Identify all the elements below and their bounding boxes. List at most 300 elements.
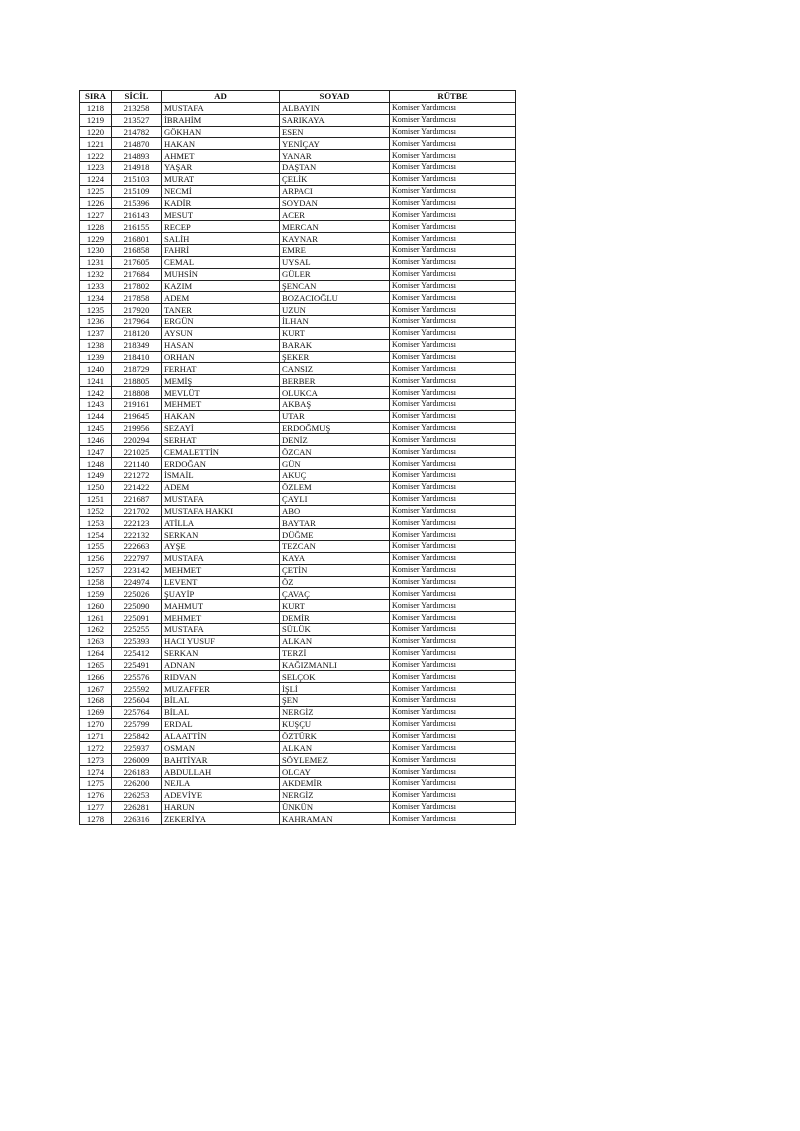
table-row <box>80 162 516 174</box>
cell-sicil: 213527 <box>112 114 162 126</box>
cell-ad: SERKAN <box>162 529 280 541</box>
cell-sira: 1265 <box>80 659 112 671</box>
cell-ad: MEHMET <box>162 612 280 624</box>
table-row <box>80 375 516 387</box>
cell-sicil: 214893 <box>112 150 162 162</box>
table-row <box>80 446 516 458</box>
cell-sira: 1240 <box>80 363 112 375</box>
cell-sicil: 221422 <box>112 481 162 493</box>
cell-sira: 1239 <box>80 351 112 363</box>
cell-sira: 1275 <box>80 777 112 789</box>
cell-rutbe: Komiser Yardımcısı <box>390 422 516 434</box>
cell-soyad: ERDOĞMUŞ <box>280 422 390 434</box>
cell-sicil: 221687 <box>112 493 162 505</box>
table-row <box>80 280 516 292</box>
cell-rutbe: Komiser Yardımcısı <box>390 244 516 256</box>
cell-ad: MUSTAFA <box>162 623 280 635</box>
table-row <box>80 398 516 410</box>
table-row <box>80 481 516 493</box>
cell-ad: CEMALETTİN <box>162 446 280 458</box>
cell-rutbe: Komiser Yardımcısı <box>390 410 516 422</box>
cell-sicil: 222663 <box>112 541 162 553</box>
cell-rutbe: Komiser Yardımcısı <box>390 470 516 482</box>
cell-sicil: 225592 <box>112 683 162 695</box>
cell-sicil: 217964 <box>112 316 162 328</box>
cell-rutbe: Komiser Yardımcısı <box>390 801 516 813</box>
cell-sira: 1258 <box>80 576 112 588</box>
cell-soyad: SELÇOK <box>280 671 390 683</box>
cell-sicil: 219956 <box>112 422 162 434</box>
cell-sicil: 223142 <box>112 564 162 576</box>
cell-sicil: 225842 <box>112 730 162 742</box>
cell-sira: 1234 <box>80 292 112 304</box>
header-sira: SIRA <box>80 91 112 103</box>
table-row <box>80 777 516 789</box>
cell-sicil: 225937 <box>112 742 162 754</box>
cell-sicil: 218805 <box>112 375 162 387</box>
table-row <box>80 150 516 162</box>
cell-ad: ADNAN <box>162 659 280 671</box>
cell-sicil: 226316 <box>112 813 162 825</box>
table-row <box>80 754 516 766</box>
cell-sira: 1270 <box>80 718 112 730</box>
cell-ad: FAHRİ <box>162 244 280 256</box>
cell-sicil: 225604 <box>112 695 162 707</box>
cell-soyad: ÖZ <box>280 576 390 588</box>
cell-ad: AYSUN <box>162 327 280 339</box>
cell-sicil: 222132 <box>112 529 162 541</box>
cell-rutbe: Komiser Yardımcısı <box>390 529 516 541</box>
cell-ad: ERDAL <box>162 718 280 730</box>
cell-sira: 1254 <box>80 529 112 541</box>
cell-ad: RECEP <box>162 221 280 233</box>
cell-sira: 1246 <box>80 434 112 446</box>
table-row <box>80 434 516 446</box>
cell-sira: 1236 <box>80 316 112 328</box>
cell-sira: 1253 <box>80 517 112 529</box>
cell-rutbe: Komiser Yardımcısı <box>390 481 516 493</box>
cell-ad: ADEM <box>162 481 280 493</box>
cell-rutbe: Komiser Yardımcısı <box>390 541 516 553</box>
table-row <box>80 695 516 707</box>
cell-soyad: İŞLİ <box>280 683 390 695</box>
cell-rutbe: Komiser Yardımcısı <box>390 742 516 754</box>
cell-sira: 1249 <box>80 470 112 482</box>
table-row <box>80 339 516 351</box>
cell-rutbe: Komiser Yardımcısı <box>390 493 516 505</box>
table-row <box>80 552 516 564</box>
cell-sira: 1274 <box>80 766 112 778</box>
cell-ad: AHMET <box>162 150 280 162</box>
cell-ad: ALAATTİN <box>162 730 280 742</box>
cell-ad: SALİH <box>162 233 280 245</box>
cell-ad: HACI YUSUF <box>162 635 280 647</box>
cell-rutbe: Komiser Yardımcısı <box>390 138 516 150</box>
cell-rutbe: Komiser Yardımcısı <box>390 754 516 766</box>
cell-ad: KADİR <box>162 197 280 209</box>
cell-soyad: SOYDAN <box>280 197 390 209</box>
cell-sira: 1243 <box>80 398 112 410</box>
cell-rutbe: Komiser Yardımcısı <box>390 398 516 410</box>
cell-sicil: 221702 <box>112 505 162 517</box>
cell-soyad: ŞEN <box>280 695 390 707</box>
table-row <box>80 588 516 600</box>
table-row <box>80 517 516 529</box>
cell-rutbe: Komiser Yardımcısı <box>390 564 516 576</box>
cell-sira: 1220 <box>80 126 112 138</box>
cell-ad: FERHAT <box>162 363 280 375</box>
cell-sira: 1227 <box>80 209 112 221</box>
table-row <box>80 209 516 221</box>
cell-ad: YAŞAR <box>162 162 280 174</box>
cell-soyad: OLCAY <box>280 766 390 778</box>
cell-ad: MAHMUT <box>162 600 280 612</box>
cell-sicil: 219645 <box>112 410 162 422</box>
cell-sira: 1269 <box>80 706 112 718</box>
cell-soyad: AKBAŞ <box>280 398 390 410</box>
cell-ad: RIDVAN <box>162 671 280 683</box>
cell-rutbe: Komiser Yardımcısı <box>390 718 516 730</box>
header-rutbe: RÜTBE <box>390 91 516 103</box>
cell-sira: 1225 <box>80 185 112 197</box>
cell-soyad: ÇAYLI <box>280 493 390 505</box>
cell-soyad: DEMİR <box>280 612 390 624</box>
cell-soyad: ABO <box>280 505 390 517</box>
cell-rutbe: Komiser Yardımcısı <box>390 600 516 612</box>
cell-sicil: 216155 <box>112 221 162 233</box>
cell-soyad: UYSAL <box>280 256 390 268</box>
cell-soyad: NERGİZ <box>280 706 390 718</box>
cell-sicil: 215103 <box>112 173 162 185</box>
cell-soyad: TERZİ <box>280 647 390 659</box>
cell-ad: BİLAL <box>162 695 280 707</box>
header-sicil: SİCİL <box>112 91 162 103</box>
cell-sira: 1242 <box>80 387 112 399</box>
cell-rutbe: Komiser Yardımcısı <box>390 552 516 564</box>
cell-sira: 1226 <box>80 197 112 209</box>
cell-soyad: CANSIZ <box>280 363 390 375</box>
table-row <box>80 564 516 576</box>
table-row <box>80 730 516 742</box>
cell-ad: ŞUAYİP <box>162 588 280 600</box>
cell-ad: ZEKERİYA <box>162 813 280 825</box>
cell-sira: 1272 <box>80 742 112 754</box>
cell-sira: 1262 <box>80 623 112 635</box>
cell-ad: HAKAN <box>162 410 280 422</box>
cell-sicil: 216801 <box>112 233 162 245</box>
table-row <box>80 173 516 185</box>
cell-sicil: 226200 <box>112 777 162 789</box>
cell-rutbe: Komiser Yardımcısı <box>390 327 516 339</box>
cell-ad: MUSTAFA <box>162 493 280 505</box>
cell-ad: HARUN <box>162 801 280 813</box>
cell-sira: 1245 <box>80 422 112 434</box>
table-row <box>80 327 516 339</box>
cell-sira: 1259 <box>80 588 112 600</box>
cell-rutbe: Komiser Yardımcısı <box>390 185 516 197</box>
cell-sicil: 226009 <box>112 754 162 766</box>
table-row <box>80 647 516 659</box>
cell-rutbe: Komiser Yardımcısı <box>390 221 516 233</box>
table-row <box>80 363 516 375</box>
cell-rutbe: Komiser Yardımcısı <box>390 316 516 328</box>
cell-rutbe: Komiser Yardımcısı <box>390 446 516 458</box>
cell-sira: 1235 <box>80 304 112 316</box>
cell-rutbe: Komiser Yardımcısı <box>390 375 516 387</box>
cell-sicil: 218349 <box>112 339 162 351</box>
cell-soyad: KURT <box>280 600 390 612</box>
cell-soyad: YENİÇAY <box>280 138 390 150</box>
cell-sira: 1251 <box>80 493 112 505</box>
cell-sira: 1241 <box>80 375 112 387</box>
cell-sira: 1221 <box>80 138 112 150</box>
table-body <box>80 102 516 824</box>
cell-sicil: 225412 <box>112 647 162 659</box>
table-row <box>80 197 516 209</box>
table-row <box>80 541 516 553</box>
cell-rutbe: Komiser Yardımcısı <box>390 588 516 600</box>
cell-ad: BİLAL <box>162 706 280 718</box>
cell-rutbe: Komiser Yardımcısı <box>390 813 516 825</box>
cell-sira: 1277 <box>80 801 112 813</box>
cell-sira: 1248 <box>80 458 112 470</box>
cell-ad: İSMAİL <box>162 470 280 482</box>
cell-ad: ORHAN <box>162 351 280 363</box>
cell-rutbe: Komiser Yardımcısı <box>390 647 516 659</box>
cell-sira: 1271 <box>80 730 112 742</box>
cell-soyad: İLHAN <box>280 316 390 328</box>
cell-rutbe: Komiser Yardımcısı <box>390 612 516 624</box>
table-row <box>80 718 516 730</box>
table-row <box>80 706 516 718</box>
table-row <box>80 789 516 801</box>
table-row <box>80 351 516 363</box>
table-row <box>80 493 516 505</box>
cell-soyad: ALBAYIN <box>280 102 390 114</box>
table-row <box>80 742 516 754</box>
cell-soyad: ÜNKÜN <box>280 801 390 813</box>
cell-ad: MUZAFFER <box>162 683 280 695</box>
cell-soyad: BARAK <box>280 339 390 351</box>
table-row <box>80 659 516 671</box>
cell-soyad: AKDEMİR <box>280 777 390 789</box>
cell-soyad: ARPACI <box>280 185 390 197</box>
cell-soyad: KAHRAMAN <box>280 813 390 825</box>
header-soyad: SOYAD <box>280 91 390 103</box>
table-row <box>80 801 516 813</box>
cell-ad: MUHSİN <box>162 268 280 280</box>
cell-sicil: 219161 <box>112 398 162 410</box>
cell-rutbe: Komiser Yardımcısı <box>390 683 516 695</box>
table-row <box>80 766 516 778</box>
cell-rutbe: Komiser Yardımcısı <box>390 256 516 268</box>
table-row <box>80 292 516 304</box>
personnel-table <box>79 90 516 825</box>
cell-ad: AYŞE <box>162 541 280 553</box>
table-row <box>80 138 516 150</box>
cell-ad: TANER <box>162 304 280 316</box>
cell-soyad: ÖZCAN <box>280 446 390 458</box>
cell-sicil: 218410 <box>112 351 162 363</box>
cell-rutbe: Komiser Yardımcısı <box>390 162 516 174</box>
cell-sicil: 215396 <box>112 197 162 209</box>
table-row <box>80 623 516 635</box>
cell-sicil: 225255 <box>112 623 162 635</box>
cell-sira: 1257 <box>80 564 112 576</box>
table-row <box>80 410 516 422</box>
cell-soyad: SARIKAYA <box>280 114 390 126</box>
cell-sira: 1268 <box>80 695 112 707</box>
cell-sicil: 225764 <box>112 706 162 718</box>
table-header-row <box>80 91 516 103</box>
cell-soyad: NERGİZ <box>280 789 390 801</box>
cell-soyad: DÜĞME <box>280 529 390 541</box>
cell-sicil: 226183 <box>112 766 162 778</box>
table-row <box>80 316 516 328</box>
cell-ad: ABDULLAH <box>162 766 280 778</box>
cell-soyad: DAŞTAN <box>280 162 390 174</box>
cell-soyad: KAYA <box>280 552 390 564</box>
cell-sira: 1252 <box>80 505 112 517</box>
cell-sira: 1273 <box>80 754 112 766</box>
cell-ad: ERGÜN <box>162 316 280 328</box>
cell-sicil: 214782 <box>112 126 162 138</box>
cell-ad: MURAT <box>162 173 280 185</box>
cell-ad: SERKAN <box>162 647 280 659</box>
cell-ad: MEVLÜT <box>162 387 280 399</box>
cell-sira: 1250 <box>80 481 112 493</box>
cell-soyad: ÇELİK <box>280 173 390 185</box>
cell-rutbe: Komiser Yardımcısı <box>390 576 516 588</box>
cell-rutbe: Komiser Yardımcısı <box>390 777 516 789</box>
cell-sira: 1264 <box>80 647 112 659</box>
table-row <box>80 671 516 683</box>
cell-ad: BAHTİYAR <box>162 754 280 766</box>
cell-ad: OSMAN <box>162 742 280 754</box>
cell-rutbe: Komiser Yardımcısı <box>390 635 516 647</box>
cell-rutbe: Komiser Yardımcısı <box>390 505 516 517</box>
table-row <box>80 185 516 197</box>
cell-soyad: SÜLÜK <box>280 623 390 635</box>
header-ad: AD <box>162 91 280 103</box>
cell-sicil: 226253 <box>112 789 162 801</box>
cell-ad: MEHMET <box>162 564 280 576</box>
cell-sicil: 221025 <box>112 446 162 458</box>
cell-ad: SERHAT <box>162 434 280 446</box>
cell-sira: 1260 <box>80 600 112 612</box>
cell-sicil: 217605 <box>112 256 162 268</box>
cell-soyad: KUŞÇU <box>280 718 390 730</box>
cell-sira: 1224 <box>80 173 112 185</box>
table-row <box>80 612 516 624</box>
cell-ad: MUSTAFA <box>162 102 280 114</box>
table-row <box>80 102 516 114</box>
cell-sicil: 217802 <box>112 280 162 292</box>
cell-sicil: 216858 <box>112 244 162 256</box>
cell-sicil: 225091 <box>112 612 162 624</box>
cell-sira: 1276 <box>80 789 112 801</box>
cell-sicil: 218120 <box>112 327 162 339</box>
cell-sicil: 214918 <box>112 162 162 174</box>
cell-sicil: 222797 <box>112 552 162 564</box>
cell-sira: 1267 <box>80 683 112 695</box>
cell-soyad: TEZCAN <box>280 541 390 553</box>
cell-ad: MEMİŞ <box>162 375 280 387</box>
cell-ad: KAZIM <box>162 280 280 292</box>
cell-sicil: 225491 <box>112 659 162 671</box>
cell-sira: 1231 <box>80 256 112 268</box>
cell-sira: 1255 <box>80 541 112 553</box>
cell-rutbe: Komiser Yardımcısı <box>390 517 516 529</box>
cell-rutbe: Komiser Yardımcısı <box>390 789 516 801</box>
table-row <box>80 683 516 695</box>
cell-sicil: 214870 <box>112 138 162 150</box>
cell-ad: ADEVİYE <box>162 789 280 801</box>
table-row <box>80 470 516 482</box>
cell-soyad: BOZACIOĞLU <box>280 292 390 304</box>
cell-sira: 1237 <box>80 327 112 339</box>
cell-sira: 1263 <box>80 635 112 647</box>
cell-soyad: YANAR <box>280 150 390 162</box>
cell-rutbe: Komiser Yardımcısı <box>390 304 516 316</box>
cell-sira: 1219 <box>80 114 112 126</box>
cell-sira: 1222 <box>80 150 112 162</box>
cell-sira: 1256 <box>80 552 112 564</box>
table-row <box>80 422 516 434</box>
cell-soyad: ŞEKER <box>280 351 390 363</box>
cell-rutbe: Komiser Yardımcısı <box>390 209 516 221</box>
cell-ad: ATİLLA <box>162 517 280 529</box>
cell-soyad: ESEN <box>280 126 390 138</box>
cell-soyad: ALKAN <box>280 742 390 754</box>
table-row <box>80 635 516 647</box>
cell-rutbe: Komiser Yardımcısı <box>390 339 516 351</box>
cell-sira: 1228 <box>80 221 112 233</box>
cell-rutbe: Komiser Yardımcısı <box>390 363 516 375</box>
table-row <box>80 458 516 470</box>
cell-rutbe: Komiser Yardımcısı <box>390 114 516 126</box>
cell-sicil: 226281 <box>112 801 162 813</box>
cell-rutbe: Komiser Yardımcısı <box>390 458 516 470</box>
cell-sicil: 225576 <box>112 671 162 683</box>
cell-sira: 1278 <box>80 813 112 825</box>
cell-soyad: ŞENCAN <box>280 280 390 292</box>
cell-rutbe: Komiser Yardımcısı <box>390 351 516 363</box>
cell-ad: LEVENT <box>162 576 280 588</box>
cell-sicil: 221140 <box>112 458 162 470</box>
cell-sicil: 225799 <box>112 718 162 730</box>
cell-sicil: 217858 <box>112 292 162 304</box>
cell-ad: MUSTAFA HAKKI <box>162 505 280 517</box>
table-row <box>80 221 516 233</box>
cell-rutbe: Komiser Yardımcısı <box>390 292 516 304</box>
cell-ad: GÖKHAN <box>162 126 280 138</box>
cell-sira: 1244 <box>80 410 112 422</box>
cell-rutbe: Komiser Yardımcısı <box>390 706 516 718</box>
table-row <box>80 813 516 825</box>
cell-ad: NECMİ <box>162 185 280 197</box>
cell-sicil: 225090 <box>112 600 162 612</box>
cell-sira: 1247 <box>80 446 112 458</box>
cell-rutbe: Komiser Yardımcısı <box>390 434 516 446</box>
cell-soyad: ÇAVAÇ <box>280 588 390 600</box>
cell-rutbe: Komiser Yardımcısı <box>390 695 516 707</box>
table-row <box>80 244 516 256</box>
cell-sicil: 218729 <box>112 363 162 375</box>
cell-soyad: GÜN <box>280 458 390 470</box>
cell-soyad: KURT <box>280 327 390 339</box>
cell-soyad: UZUN <box>280 304 390 316</box>
